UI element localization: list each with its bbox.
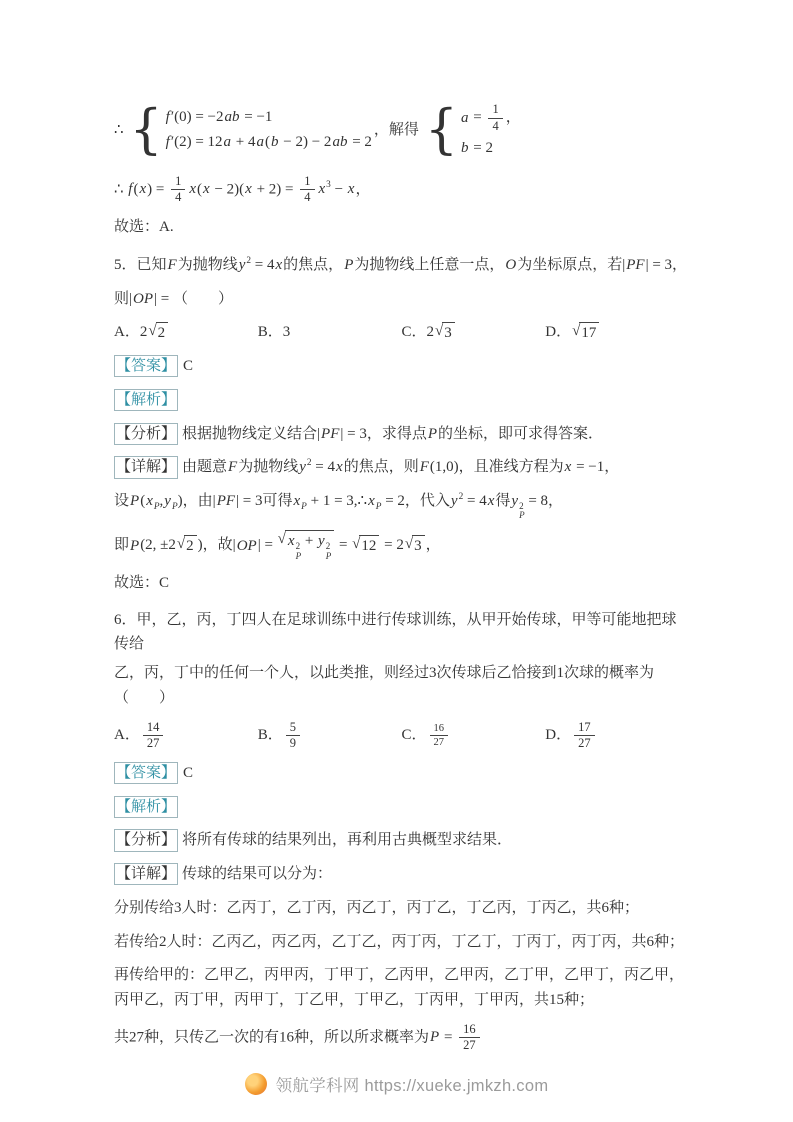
equation-fprime0: f′(0) = −2ab = −1 <box>165 109 273 126</box>
q6-stem-line1: 6．甲，乙，丙，丁四人在足球训练中进行传球训练，从甲开始传球，甲等可能地把球传给 <box>114 611 677 653</box>
xiangjie-label-box: 【详解】 <box>114 456 178 478</box>
q6-fenxi-line <box>114 828 689 853</box>
answer-label-box: 【答案】 <box>114 762 178 784</box>
q5-stem-line1: 5．已知F为抛物线$y^2 = 4x$的焦点，P为抛物线上任意一点，O为坐标原点，若|PF| = 3， <box>114 255 688 273</box>
equation-fprime2: f′(2) = 12a + 4a(b − 2) − 2ab = 2 <box>165 133 372 150</box>
sqrt-radical: √ 2 <box>148 322 168 343</box>
q4-fx-result-line: ∴ f(x) = $\frac{1}{4}$ x(x − 2)(x + 2) = $\frac{1}{4}$ $x^3 - x$， <box>114 173 371 205</box>
fraction: $\frac{1}{4}$ <box>171 174 185 206</box>
sqrt-radical: √ 12 <box>352 535 379 556</box>
q6-xiangjie-text0: 传球的结果可以分为： <box>182 866 333 882</box>
q5-stem-line2: 则|OP| = （ ） <box>114 290 234 307</box>
therefore-symbol: ∴ <box>114 122 124 138</box>
site-footer <box>0 1072 793 1096</box>
jiexi-label-box: 【解析】 <box>114 796 178 818</box>
q5-options-row <box>114 320 689 345</box>
q5-fenxi-line <box>114 422 689 447</box>
q5-answer-value: C <box>183 358 194 374</box>
jiexi-label-box: 【解析】 <box>114 389 178 411</box>
q6-options-row <box>114 720 689 752</box>
q6-pass-list-line2: 若传给2人时：乙丙乙，丙乙丙，乙丁乙，丙丁丙，丁乙丁，丁丙丁，丙丁丙，共6种； <box>114 933 685 950</box>
q6-pass-list-line1: 分别传给3人时：乙丙丁，乙丁丙，丙乙丁，丙丁乙，丁乙丙，丁丙乙，共6种； <box>114 899 640 916</box>
q6-option-b: B． $\frac{5}{9}$ <box>258 720 402 752</box>
fraction: $\frac{1}{4}$ <box>300 174 314 206</box>
q6-jiexi-line <box>114 795 689 820</box>
q5-option-d: D． √ 17 <box>545 320 689 345</box>
q6-fenxi-text: 将所有传球的结果列出，再利用古典概型求结果． <box>182 832 513 849</box>
q5-jiexi-line <box>114 388 689 413</box>
fenxi-label-box: 【分析】 <box>114 423 178 445</box>
fraction: $\frac{16}{27}$ <box>459 1022 480 1054</box>
sqrt-radical: √ x 2 P + y 2 P <box>278 530 335 561</box>
q4-derivative-system-line <box>114 99 689 162</box>
footer-site-text: 领航学科网 https://xueke.jmkzh.com <box>275 1077 549 1095</box>
sqrt-radical: √ 2 <box>177 535 197 556</box>
fraction: $\frac{17}{27}$ <box>574 720 595 752</box>
q6-answer-value: C <box>183 764 194 781</box>
equation-stack <box>165 108 372 152</box>
solution-system-group <box>424 99 521 162</box>
q5-xiangjie-text1: 由题意F为抛物线$y^2 = 4x$的焦点，则F(1,0)，且准线方程为x = −1， <box>182 458 620 476</box>
q6-final-probability-line: 共27种，只传乙一次的有16种，所以所求概率为P = $\frac{16}{27}$ <box>114 1022 689 1054</box>
sqrt-radical: √ 3 <box>435 322 455 343</box>
q6-pass-list-line3: 再传给甲的：乙甲乙，丙甲丙，丁甲丁，乙丙甲，乙甲丙，乙丁甲，乙甲丁，丙乙甲，丙甲乙，丙丁甲，丙甲丁，丁乙甲，丁甲乙，丁丙甲，丁甲丙，共15种； <box>114 967 685 1008</box>
q6-answer-line <box>114 761 689 786</box>
q6-xiangjie-line0 <box>114 862 689 887</box>
q5-answer-choice-line: 故选：C <box>114 574 170 591</box>
solve-connector: ，解得 <box>373 122 419 138</box>
q5-xiangjie-line1 <box>114 455 689 480</box>
q4-answer-choice-line: 故选：A. <box>114 219 174 235</box>
q6-option-d: D． $\frac{17}{27}$ <box>545 720 689 752</box>
q5-xiangjie-line3: 即P(2, ±2 √ 2 )，故|OP| = √ x 2 P + y 2 P = √ 12 = 2 √ 3 ， <box>114 531 441 561</box>
left-brace: { <box>424 99 459 162</box>
solution-b-value: b = 2 <box>461 140 493 157</box>
q5-fenxi-text: 根据抛物线定义结合|PF| = 3，求得点P的坐标，即可求得答案． <box>182 425 604 442</box>
q6-option-a: A． $\frac{14}{27}$ <box>114 720 258 752</box>
q5-option-c: C．2 √ 3 <box>402 320 546 345</box>
fraction: $\frac{1}{4}$ <box>488 102 502 134</box>
fraction: $\frac{14}{27}$ <box>143 720 164 752</box>
solution-stack <box>460 102 521 159</box>
q5-answer-line <box>114 354 689 379</box>
solution-a-value: a = $\frac{1}{4}$ ， <box>461 102 521 133</box>
sqrt-radical: √ 3 <box>405 535 425 556</box>
fraction: $\frac{16}{27}$ <box>430 722 449 749</box>
q6-option-c: C． $\frac{16}{27}$ <box>402 722 546 749</box>
answer-label-box: 【答案】 <box>114 355 178 377</box>
xiangjie-label-box: 【详解】 <box>114 863 178 885</box>
fraction: $\frac{5}{9}$ <box>286 720 300 752</box>
left-brace: { <box>129 99 163 162</box>
site-logo-icon <box>245 1073 267 1095</box>
q6-stem-line2: 乙，丙，丁中的任何一个人，以此类推，则经过3次传球后乙恰接到1次球的概率为（ ） <box>114 665 655 706</box>
fenxi-label-box: 【分析】 <box>114 829 178 851</box>
equation-system-group <box>129 99 372 162</box>
sqrt-radical: √ 17 <box>572 322 599 343</box>
q5-option-b: B．3 <box>257 324 291 341</box>
q5-xiangjie-line2: 设$P(x_P,y_P)$，由|PF| = 3可得$x_P + 1$ = $3,\therefore x_P = 2$，代入$y^2 = 4x$得y 2 P = 8， <box>114 492 564 521</box>
q5-option-a: A．2 √ 2 <box>114 320 258 345</box>
